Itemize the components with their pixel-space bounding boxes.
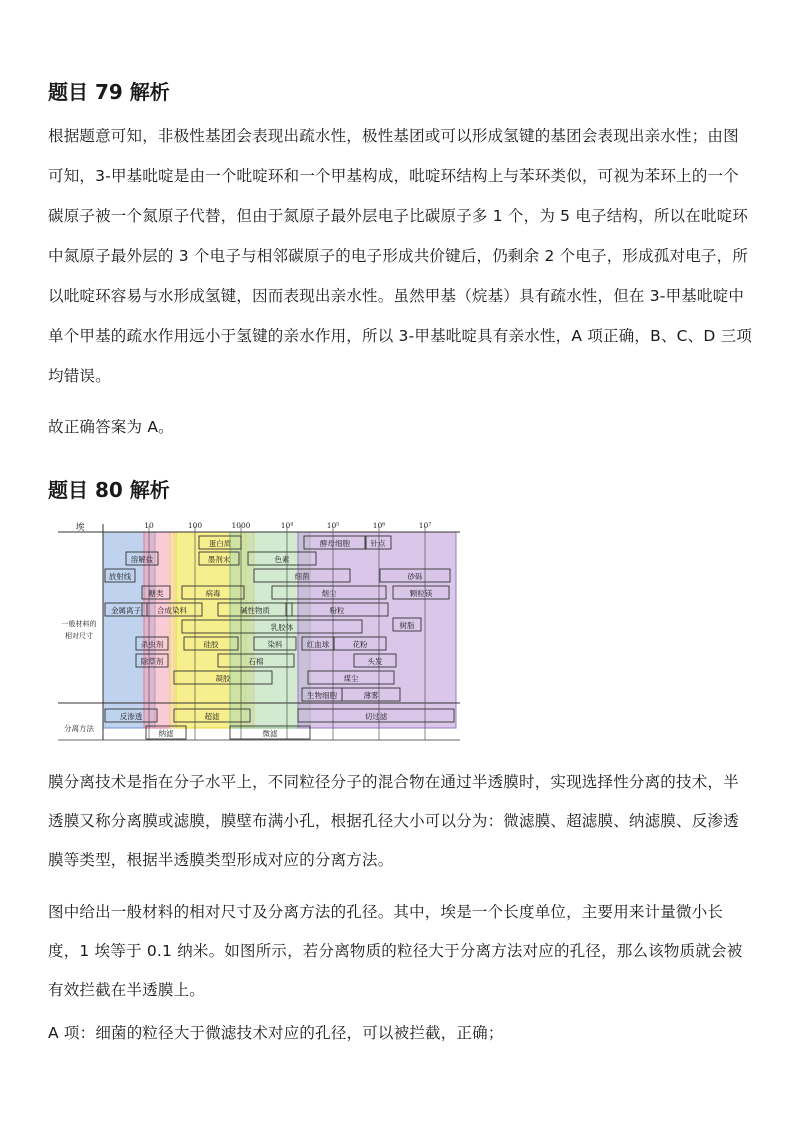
- material-label: 病毒: [205, 589, 221, 598]
- material-label: 除草剂: [140, 657, 164, 666]
- method-label: 切过滤: [364, 712, 388, 721]
- material-label: 红血球: [306, 640, 330, 649]
- material-label: 合成染料: [157, 606, 187, 615]
- tick-label: 1000: [231, 521, 251, 530]
- tick-label: 10⁴: [280, 521, 294, 530]
- row-label: 一般材料的: [61, 620, 97, 628]
- tick-label: 10: [144, 521, 154, 530]
- material-label: 凝胶: [215, 674, 231, 683]
- q80-paragraph-2: 图中给出一般材料的相对尺寸及分离方法的孔径。其中，埃是一个长度单位，主要用来计量微小长度，1 埃等于 0.1 纳米。如图所示，若分离物质的粒径大于分离方法对应的孔径，那么该物质就会被有效拦截在半透膜上。: [48, 903, 743, 999]
- method-row-label: 分离方法: [64, 724, 94, 733]
- tick-label: 10⁵: [326, 521, 340, 530]
- material-label: 针点: [370, 539, 386, 548]
- material-label: 硅胶: [203, 640, 219, 649]
- material-label: 墨剂末: [207, 555, 231, 564]
- material-label: 染料: [267, 640, 283, 649]
- method-label: 纳滤: [158, 729, 174, 738]
- membrane-separation-figure: [58, 518, 468, 746]
- material-label: 碱性物质: [240, 606, 270, 615]
- tick-label: 10⁷: [418, 521, 432, 530]
- material-label: 金属离子: [111, 606, 141, 615]
- axis-label: 埃: [75, 523, 85, 533]
- material-label: 石棉: [248, 657, 264, 666]
- material-label: 放射线: [108, 572, 132, 581]
- material-label: 头发: [367, 657, 383, 666]
- material-label: 生物细胞: [307, 691, 337, 700]
- q79-paragraph-2: 故正确答案为 A。: [48, 418, 174, 436]
- material-label: 糖类: [148, 589, 164, 598]
- material-label: 蛋白质: [208, 539, 232, 548]
- material-label: 杀虫剂: [140, 640, 164, 649]
- material-label: 细菌: [294, 572, 310, 581]
- material-label: 薄雾: [363, 691, 379, 700]
- material-label: 烟尘: [321, 589, 337, 598]
- q79-title: 题目 79 解析: [48, 80, 170, 104]
- material-label: 煤尘: [343, 674, 359, 683]
- material-label: 色素: [274, 555, 290, 564]
- q80-paragraph-3: A 项：细菌的粒径大于微滤技术对应的孔径，可以被拦截，正确；: [48, 1024, 504, 1042]
- q80-title: 题目 80 解析: [48, 478, 170, 502]
- method-label: 反渗透: [119, 712, 143, 721]
- material-label: 溶解盐: [130, 555, 154, 564]
- method-label: 超滤: [204, 712, 220, 721]
- tick-label: 10⁶: [372, 521, 386, 530]
- q79-paragraph-1: 根据题意可知，非极性基团会表现出疏水性，极性基团或可以形成氢键的基团会表现出亲水性；由图可知，3-甲基吡啶是由一个吡啶环和一个甲基构成，吡啶环结构上与苯环类似，可视为苯环上的一个碳原子被一个氮原子代替，但由于氮原子最外层电子比碳原子多 1 个，为 5 电子结构，所以在吡啶环中氮原子最外层的 3 个电子与相邻碳原子的电子形成共价键后，仍剩余 2 个电子，形成孤对电子，所以吡啶环容易与水形成氢键，因而表现出亲水性。虽然甲基（烷基）具有疏水性，但在 3-甲基吡啶中单个甲基的疏水作用远小于氢键的亲水作用，所以 3-甲基吡啶具有亲水性，A 项正确，B、C、D 三项均错误。: [48, 127, 753, 385]
- material-label: 颗粒镁: [409, 589, 433, 598]
- q80-paragraph-1: 膜分离技术是指在分子水平上，不同粒径分子的混合物在通过半透膜时，实现选择性分离的技术，半透膜又称分离膜或滤膜，膜壁布满小孔，根据孔径大小可以分为：微滤膜、超滤膜、纳滤膜、反渗透膜等类型，根据半透膜类型形成对应的分离方法。: [48, 773, 739, 869]
- material-label: 砂砾: [407, 572, 423, 581]
- material-label: 乳胶体: [270, 623, 294, 632]
- method-label: 微滤: [262, 729, 278, 738]
- tick-label: 100: [187, 521, 203, 530]
- material-label: 花粉: [352, 640, 368, 649]
- material-label: 树脂: [399, 621, 415, 630]
- material-label: 粉粒: [329, 606, 345, 615]
- row-label: 相对尺寸: [65, 632, 93, 640]
- material-label: 酵母细胞: [320, 539, 350, 548]
